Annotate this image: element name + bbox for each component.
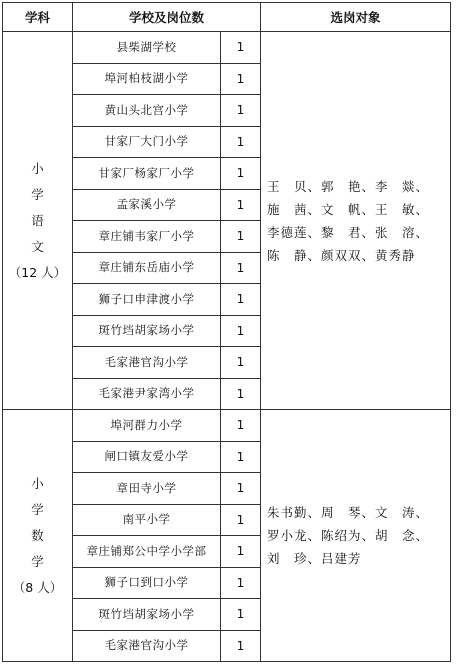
school-cell: 斑竹垱胡家场小学 xyxy=(73,315,221,347)
post-count-cell: 1 xyxy=(221,441,261,473)
school-cell: 章庄铺郑公中学小学部 xyxy=(73,536,221,568)
table-row xyxy=(3,410,451,442)
school-cell: 县柴湖学校 xyxy=(73,32,221,64)
subject-line: （12 人） xyxy=(8,264,67,280)
candidates-cell xyxy=(261,410,451,662)
school-cell: 孟家溪小学 xyxy=(73,189,221,221)
candidates-cell xyxy=(261,32,451,410)
table-body xyxy=(3,32,451,662)
candidate-line: 施 茜、文 帆、王 敏、 xyxy=(267,201,430,217)
school-cell: 毛家港尹家湾小学 xyxy=(73,378,221,410)
subject-cell xyxy=(3,410,73,662)
school-cell: 斑竹垱胡家场小学 xyxy=(73,599,221,631)
post-count-cell: 1 xyxy=(221,252,261,284)
candidate-line: 罗小龙、陈绍为、胡 念、 xyxy=(267,528,430,543)
subject-line: （8 人） xyxy=(12,579,63,595)
post-count-cell: 1 xyxy=(221,630,261,662)
post-count-cell: 1 xyxy=(221,158,261,190)
school-cell: 毛家港官沟小学 xyxy=(73,630,221,662)
post-count-cell: 1 xyxy=(221,95,261,127)
candidate-line: 刘 珍、吕建芳 xyxy=(267,551,362,566)
candidate-line: 王 贝、郭 艳、李 燚、 xyxy=(267,178,430,194)
school-cell: 甘家厂大门小学 xyxy=(73,126,221,158)
school-cell: 章田寺小学 xyxy=(73,473,221,505)
post-count-cell: 1 xyxy=(221,126,261,158)
subject-line: 小 xyxy=(31,475,44,491)
post-count-cell: 1 xyxy=(221,63,261,95)
subject-line: 小 xyxy=(31,160,44,176)
job-allocation-table xyxy=(2,2,451,662)
school-cell: 毛家港官沟小学 xyxy=(73,347,221,379)
school-cell: 甘家厂杨家厂小学 xyxy=(73,158,221,190)
candidate-line: 朱书勤、周 琴、文 涛、 xyxy=(267,505,430,520)
subject-line: 语 xyxy=(31,212,44,228)
school-cell: 章庄铺东岳庙小学 xyxy=(73,252,221,284)
school-cell: 章庄铺韦家厂小学 xyxy=(73,221,221,253)
school-cell: 埠河群力小学 xyxy=(73,410,221,442)
candidate-line: 陈 静、颜双双、黄秀静 xyxy=(267,247,416,263)
header-subject: 学科 xyxy=(3,3,73,32)
school-cell: 南平小学 xyxy=(73,504,221,536)
post-count-cell: 1 xyxy=(221,567,261,599)
school-cell: 埠河柏枝湖小学 xyxy=(73,63,221,95)
header-row xyxy=(3,3,451,32)
post-count-cell: 1 xyxy=(221,32,261,64)
school-cell: 狮子口申津渡小学 xyxy=(73,284,221,316)
header-school: 学校及岗位数 xyxy=(73,3,261,32)
post-count-cell: 1 xyxy=(221,410,261,442)
subject-line: 学 xyxy=(31,553,44,569)
post-count-cell: 1 xyxy=(221,347,261,379)
subject-line: 学 xyxy=(31,186,44,202)
subject-line: 文 xyxy=(31,238,44,254)
post-count-cell: 1 xyxy=(221,189,261,221)
subject-cell xyxy=(3,32,73,410)
post-count-cell: 1 xyxy=(221,536,261,568)
post-count-cell: 1 xyxy=(221,504,261,536)
post-count-cell: 1 xyxy=(221,221,261,253)
post-count-cell: 1 xyxy=(221,284,261,316)
school-cell: 黄山头北宫小学 xyxy=(73,95,221,127)
candidate-line: 李德莲、黎 君、张 溶、 xyxy=(267,224,430,240)
school-cell: 狮子口到口小学 xyxy=(73,567,221,599)
school-cell: 闸口镇友爱小学 xyxy=(73,441,221,473)
post-count-cell: 1 xyxy=(221,473,261,505)
header-candidates: 选岗对象 xyxy=(261,3,451,32)
post-count-cell: 1 xyxy=(221,378,261,410)
post-count-cell: 1 xyxy=(221,599,261,631)
table-row xyxy=(3,32,451,64)
subject-line: 数 xyxy=(31,527,44,543)
post-count-cell: 1 xyxy=(221,315,261,347)
subject-line: 学 xyxy=(31,501,44,517)
